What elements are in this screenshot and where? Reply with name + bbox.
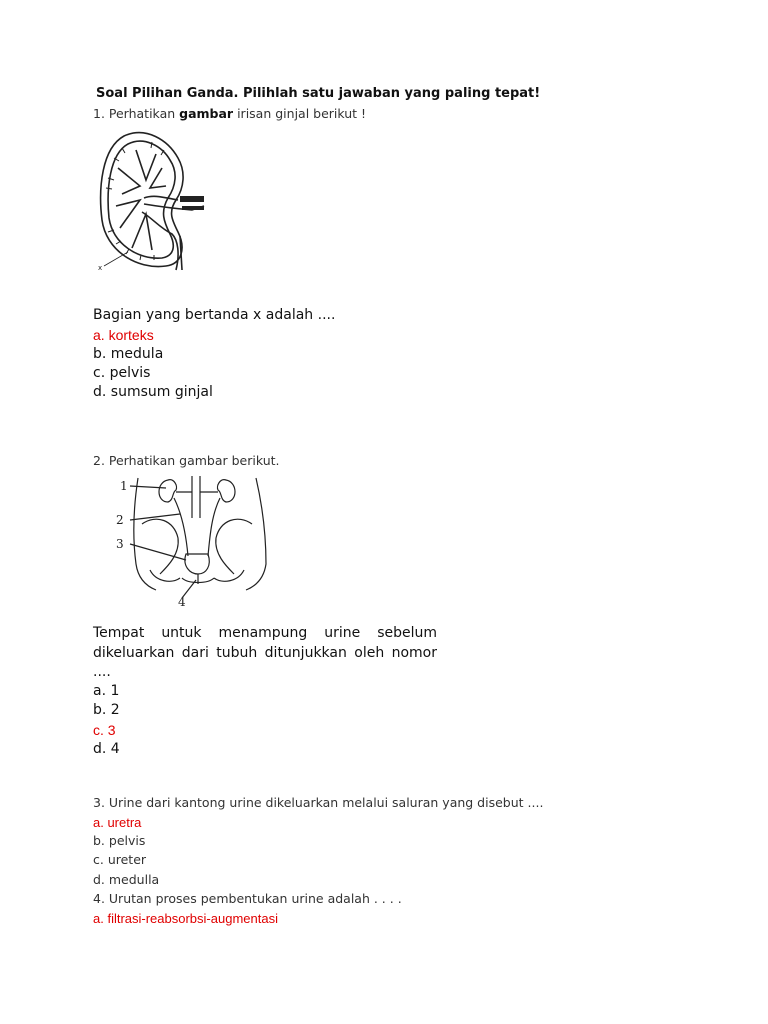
q2-word: urine [324,625,361,641]
question-3-option-a: a. uretra [93,815,142,830]
figure-label-4: 4 [178,595,186,608]
figure-label-1: 1 [120,479,128,493]
question-2-option-a: a. 1 [93,683,120,699]
figure-label-3: 3 [116,537,124,551]
kidney-label-x: x [98,264,103,272]
kidney-cross-section-figure [96,128,216,274]
question-2-text-line-3: .... [93,664,111,680]
question-3-prompt: 3. Urine dari kantong urine dikeluarkan melalui saluran yang disebut .... [93,795,544,810]
q2-word: dikeluarkan [93,645,175,661]
question-1-option-b: b. medula [93,346,164,362]
question-1-suffix: irisan ginjal berikut ! [233,106,367,121]
question-3-option-d: d. medulla [93,872,160,887]
question-2-prompt: 2. Perhatikan gambar berikut. [93,453,280,468]
page-heading: Soal Pilihan Ganda. Pilihlah satu jawaban yang paling tepat! [96,86,541,101]
question-2-text-line-2 [93,645,437,661]
figure-label-2: 2 [116,513,124,527]
question-1-option-a: a. korteks [93,327,154,343]
question-2-option-b: b. 2 [93,702,120,718]
q2-word: dari [181,645,209,661]
question-1-option-c: c. pelvis [93,365,151,381]
question-2-option-c: c. 3 [93,722,116,738]
q2-word: sebelum [377,625,437,641]
question-1-text: Bagian yang bertanda x adalah .... [93,307,336,323]
q2-word: ditunjukkan [264,645,347,661]
question-1-prompt [93,106,366,121]
question-1-prefix: 1. Perhatikan [93,106,180,121]
q2-word: tubuh [216,645,258,661]
q2-word: untuk [161,625,202,641]
q2-word: nomor [391,645,437,661]
q2-word: oleh [354,645,385,661]
q2-word: menampung [218,625,308,641]
question-2-option-d: d. 4 [93,741,120,757]
question-4-prompt: 4. Urutan proses pembentukan urine adalah . . . . [93,891,402,906]
question-4-option-a: a. filtrasi-reabsorbsi-augmentasi [93,911,278,926]
question-3-option-b: b. pelvis [93,833,146,848]
question-1-bold: gambar [179,106,234,121]
question-2-text-line-1 [93,625,437,641]
question-3-option-c: c. ureter [93,852,147,867]
q2-word: Tempat [93,625,145,641]
question-1-option-d: d. sumsum ginjal [93,384,213,400]
urinary-system-figure [116,474,276,608]
